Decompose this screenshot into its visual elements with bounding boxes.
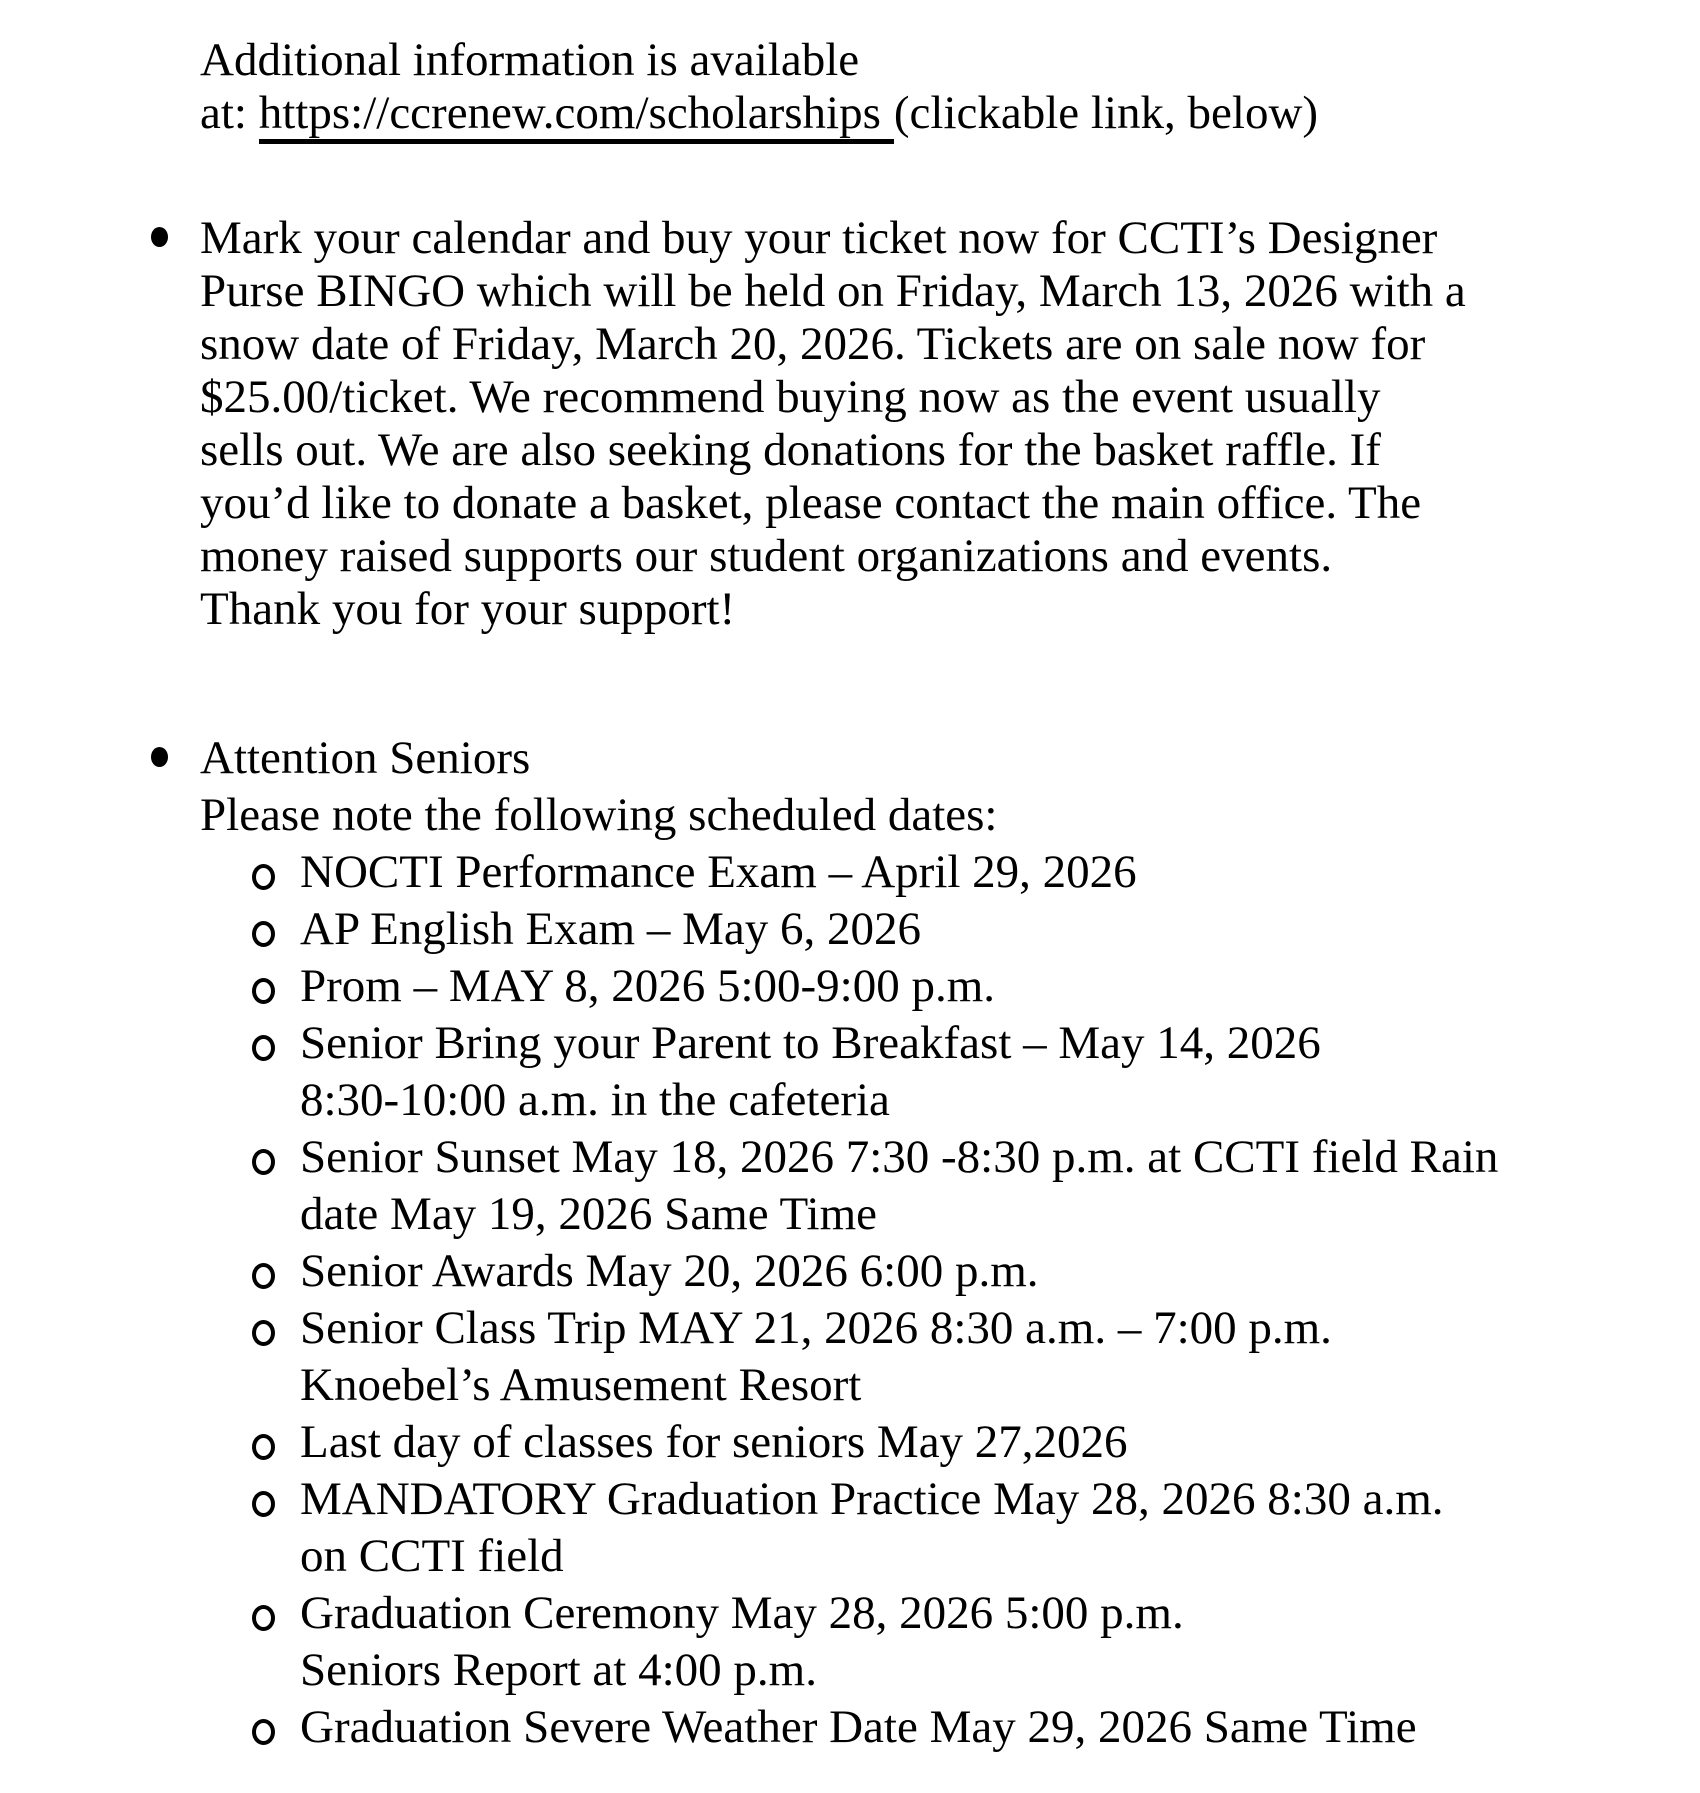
bingo-paragraph-line: Mark your calendar and buy your ticket now for CCTI’s Designer — [200, 212, 1438, 264]
list-item-text — [300, 1585, 1700, 1699]
list-item — [300, 1300, 1700, 1414]
circle-bullet-icon — [252, 1320, 275, 1346]
bingo-paragraph-line: Thank you for your support! — [200, 583, 736, 635]
list-item-line: Graduation Severe Weather Date May 29, 2026 Same Time — [300, 1701, 1417, 1753]
bingo-paragraph-line: snow date of Friday, March 20, 2026. Tickets are on sale now for — [200, 318, 1426, 370]
list-item — [300, 901, 1700, 958]
disc-bullet-icon — [151, 747, 168, 767]
seniors-heading: Attention Seniors — [200, 732, 531, 784]
circle-bullet-icon — [252, 1434, 275, 1460]
bingo-paragraph-line: you’d like to donate a basket, please contact the main office. The — [200, 477, 1422, 529]
list-item-line: Senior Bring your Parent to Breakfast – May 14, 2026 — [300, 1017, 1321, 1069]
bingo-paragraph-line: money raised supports our student organizations and events. — [200, 530, 1333, 582]
list-item-line: Last day of classes for seniors May 27,2026 — [300, 1416, 1128, 1468]
list-item-text — [300, 1699, 1700, 1756]
circle-bullet-icon — [252, 921, 275, 947]
list-item-line: Senior Sunset May 18, 2026 7:30 -8:30 p.m. at CCTI field Rain — [300, 1131, 1499, 1183]
list-item-text — [300, 1129, 1700, 1243]
seniors-date-list — [300, 844, 1700, 1756]
circle-bullet-icon — [252, 1605, 275, 1631]
seniors-section — [0, 730, 1700, 1756]
bingo-paragraph-line: $25.00/ticket. We recommend buying now as the event usually — [200, 371, 1381, 423]
list-item-text — [300, 1414, 1700, 1471]
circle-bullet-icon — [252, 1149, 275, 1175]
list-item — [300, 1015, 1700, 1129]
list-item — [300, 1699, 1700, 1756]
circle-bullet-icon — [252, 1491, 275, 1517]
list-item-text — [300, 1015, 1700, 1129]
list-item-line: 8:30-10:00 a.m. in the cafeteria — [300, 1074, 890, 1126]
bingo-bullet-item — [200, 212, 1700, 636]
intro-line-1: Additional information is available — [200, 34, 860, 86]
list-item-line: Seniors Report at 4:00 p.m. — [300, 1644, 817, 1696]
bingo-paragraph-line: sells out. We are also seeking donations for the basket raffle. If — [200, 424, 1381, 476]
circle-bullet-icon — [252, 1719, 275, 1745]
bingo-paragraph-line: Purse BINGO which will be held on Friday, March 13, 2026 with a — [200, 265, 1466, 317]
list-item — [300, 844, 1700, 901]
list-item-line: AP English Exam – May 6, 2026 — [300, 903, 921, 955]
circle-bullet-icon — [252, 1035, 275, 1061]
seniors-subheading: Please note the following scheduled dates: — [200, 789, 998, 841]
list-item-line: Senior Awards May 20, 2026 6:00 p.m. — [300, 1245, 1039, 1297]
circle-bullet-icon — [252, 1263, 275, 1289]
bingo-paragraph — [200, 212, 1700, 636]
list-item-line: Knoebel’s Amusement Resort — [300, 1359, 862, 1411]
intro-link-suffix: (clickable link, below) — [893, 87, 1319, 139]
list-item-line: NOCTI Performance Exam – April 29, 2026 — [300, 846, 1137, 898]
list-item — [300, 1585, 1700, 1699]
intro-paragraph — [200, 34, 1700, 140]
list-item — [300, 1471, 1700, 1585]
list-item-line: Prom – MAY 8, 2026 5:00-9:00 p.m. — [300, 960, 996, 1012]
circle-bullet-icon — [252, 864, 275, 890]
list-item-line: on CCTI field — [300, 1530, 564, 1582]
list-item-line: MANDATORY Graduation Practice May 28, 2026 8:30 a.m. — [300, 1473, 1444, 1525]
list-item-text — [300, 844, 1700, 901]
scholarships-link[interactable]: https://ccrenew.com/scholarships — [259, 87, 894, 144]
list-item-text — [300, 1471, 1700, 1585]
seniors-heading-item — [200, 730, 1700, 844]
circle-bullet-icon — [252, 978, 275, 1004]
list-item — [300, 1414, 1700, 1471]
disc-bullet-icon — [151, 227, 168, 247]
list-item — [300, 958, 1700, 1015]
intro-line-2 — [200, 87, 1700, 140]
list-item-text — [300, 901, 1700, 958]
list-item-text — [300, 1300, 1700, 1414]
list-item — [300, 1243, 1700, 1300]
intro-link-prefix: at: — [200, 87, 259, 139]
list-item-text — [300, 1243, 1700, 1300]
list-item-line: date May 19, 2026 Same Time — [300, 1188, 878, 1240]
list-item-line: Senior Class Trip MAY 21, 2026 8:30 a.m. – 7:00 p.m. — [300, 1302, 1332, 1354]
list-item-line: Graduation Ceremony May 28, 2026 5:00 p.m. — [300, 1587, 1184, 1639]
list-item-text — [300, 958, 1700, 1015]
list-item — [300, 1129, 1700, 1243]
